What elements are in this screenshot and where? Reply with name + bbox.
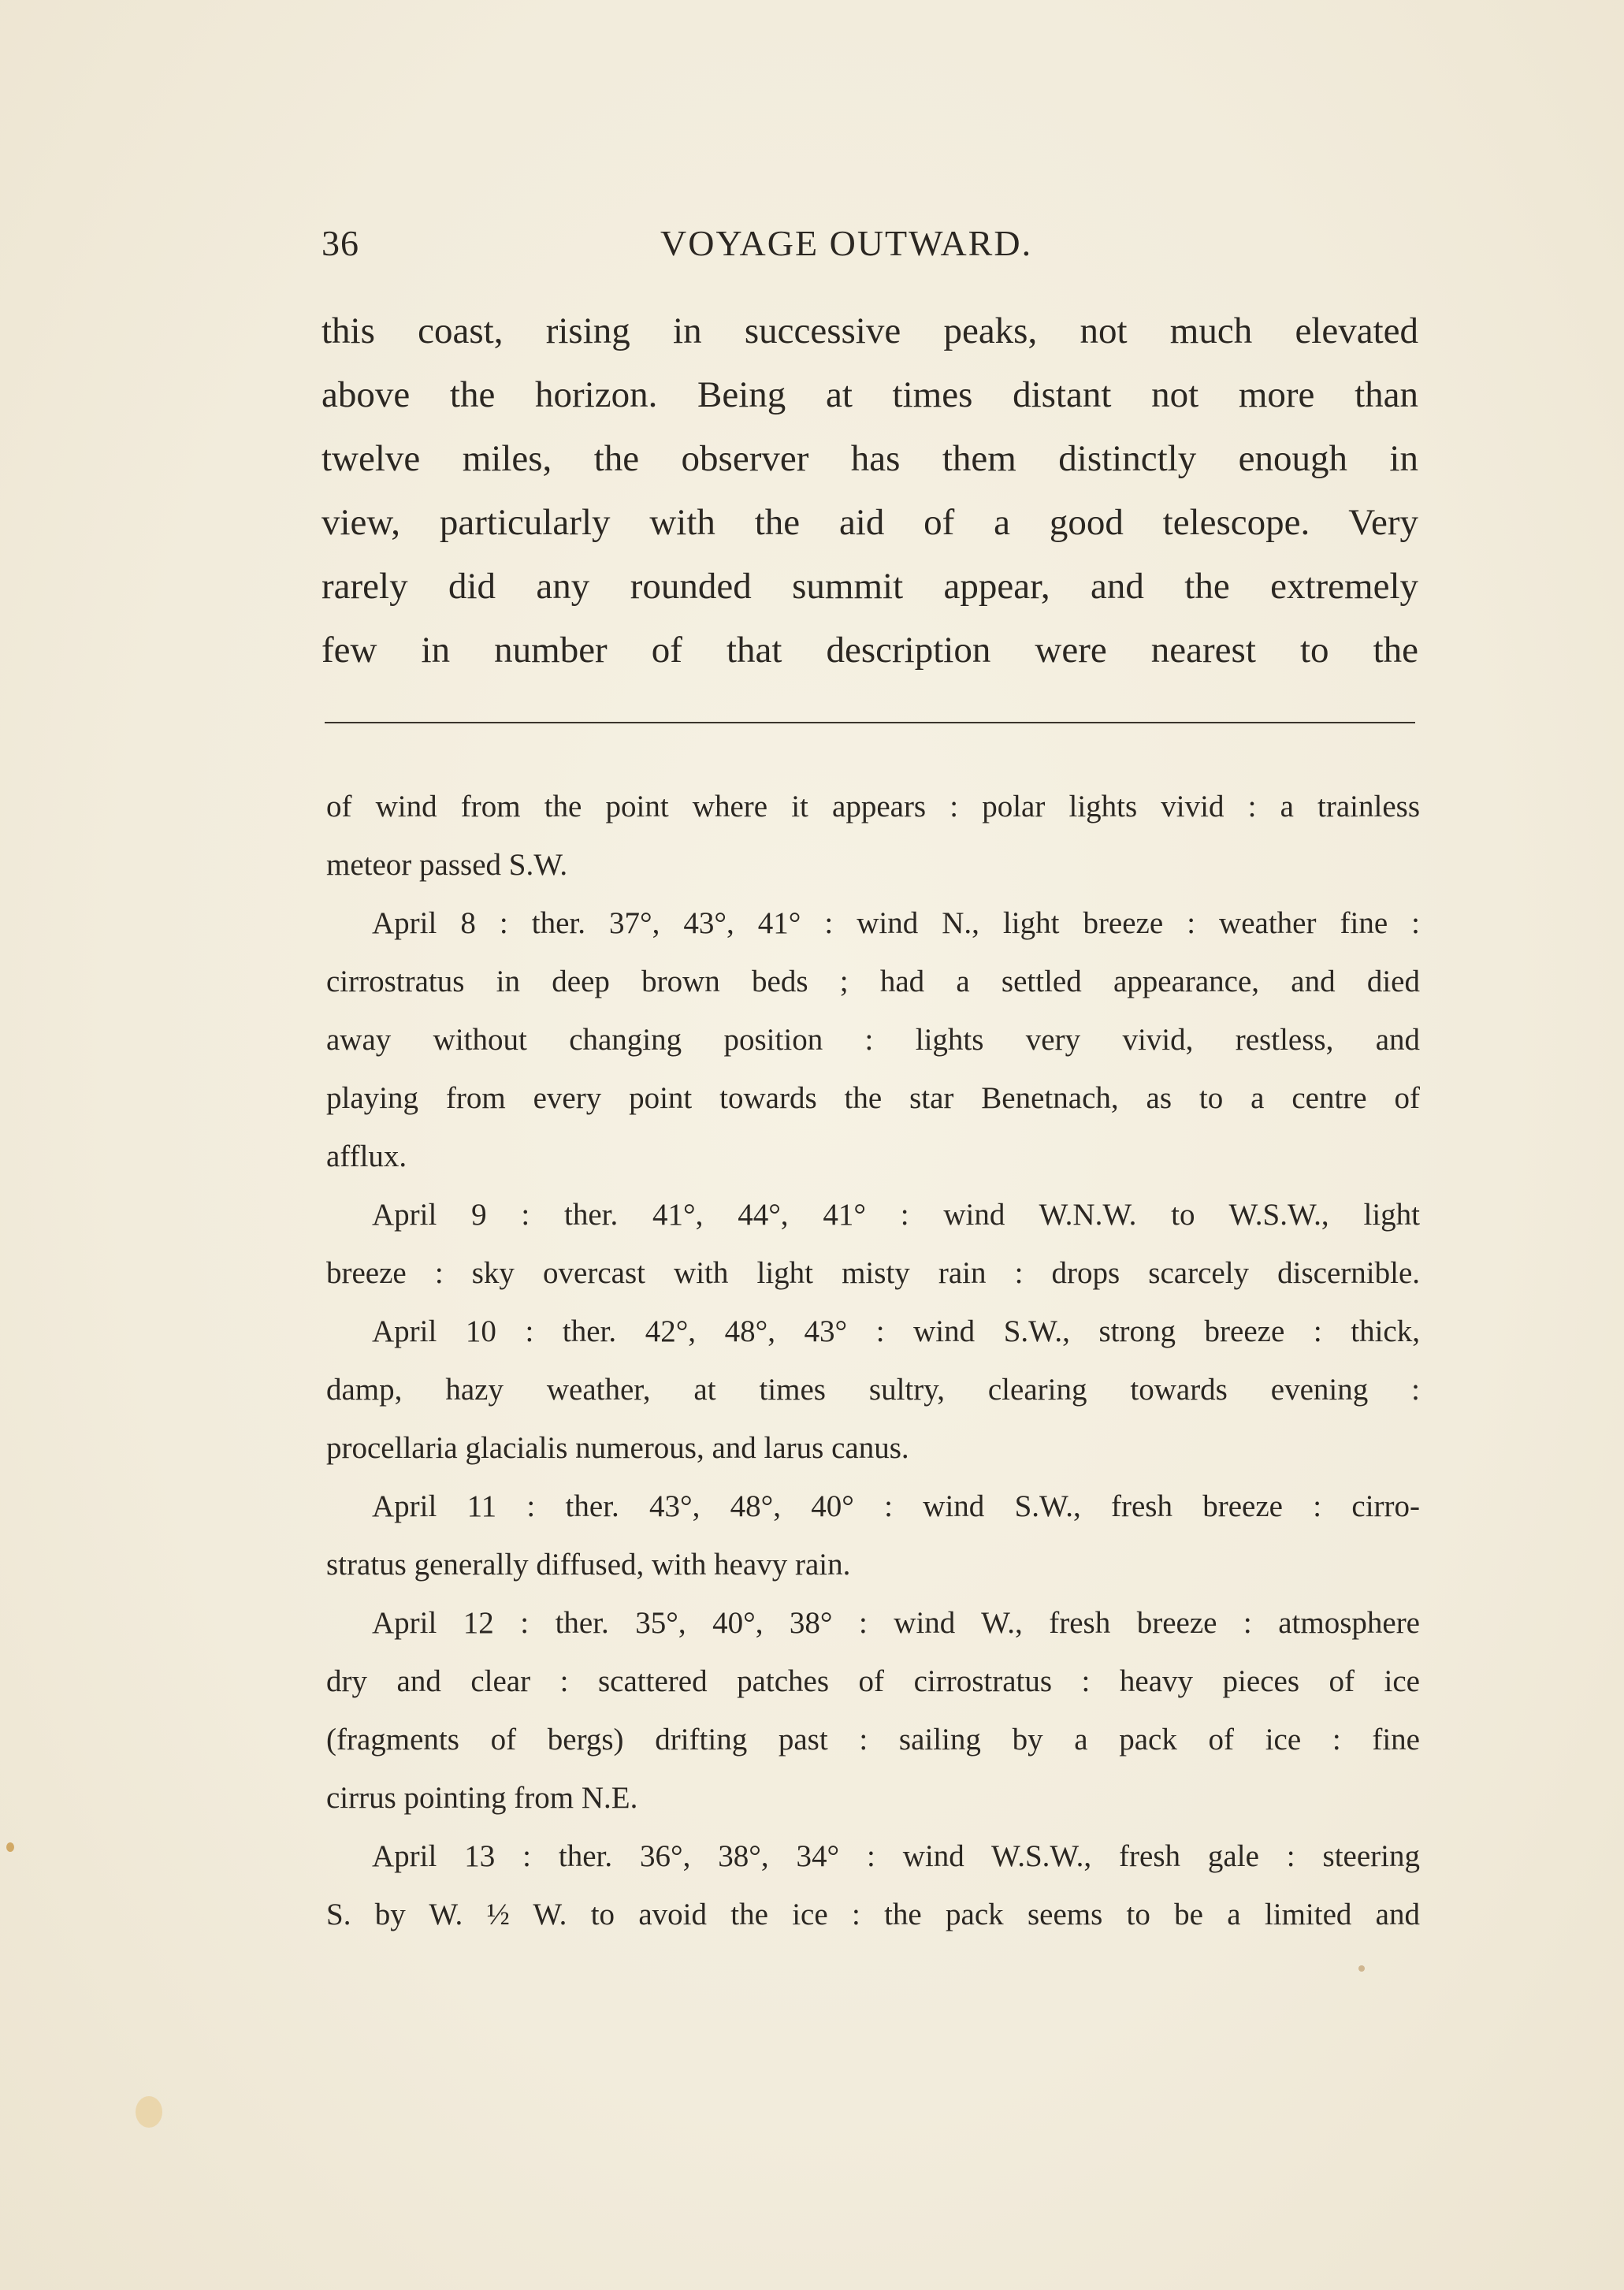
footnote-line: April 13 : ther. 36°, 38°, 34° : wind W.S.W., fresh gale : steering — [372, 1839, 1420, 1873]
text-line: few in number of that description were nearest to the — [321, 630, 1418, 671]
text-line: above the horizon. Being at times distant not more than — [321, 374, 1418, 415]
footnote-line: breeze : sky overcast with light misty rain : drops scarcely discernible. — [326, 1256, 1420, 1290]
footnote-line: April 9 : ther. 41°, 44°, 41° : wind W.N.W. to W.S.W., light — [372, 1198, 1420, 1232]
footnote-line: S. by W. ½ W. to avoid the ice : the pack seems to be a limited and — [326, 1898, 1420, 1931]
footnote-line: away without changing position : lights very vivid, restless, and — [326, 1023, 1420, 1057]
main-text — [321, 299, 1418, 682]
footnote-line: April 12 : ther. 35°, 40°, 38° : wind W., fresh breeze : atmosphere — [372, 1606, 1420, 1640]
text-line: rarely did any rounded summit appear, and the extremely — [321, 566, 1418, 607]
page-number: 36 — [321, 223, 359, 263]
running-title: VOYAGE OUTWARD. — [660, 223, 1033, 263]
footnote-line: of wind from the point where it appears : polar lights vivid : a trainless — [326, 790, 1420, 823]
footnote-line: April 11 : ther. 43°, 48°, 40° : wind S.W., fresh breeze : cirro- — [372, 1489, 1420, 1523]
footnote-line: damp, hazy weather, at times sultry, clearing towards evening : — [326, 1373, 1420, 1407]
footnote — [326, 778, 1420, 1944]
footnote-line: afflux. — [326, 1139, 407, 1173]
footnote-rule — [325, 722, 1415, 723]
footnote-line: procellaria glacialis numerous, and larus canus. — [326, 1431, 909, 1465]
footnote-line: dry and clear : scattered patches of cirrostratus : heavy pieces of ice — [326, 1664, 1420, 1698]
footnote-line: meteor passed S.W. — [326, 848, 568, 882]
footnote-line: April 10 : ther. 42°, 48°, 43° : wind S.W., strong breeze : thick, — [372, 1314, 1420, 1348]
foxing-spot — [1358, 1965, 1365, 1972]
footnote-line: cirrus pointing from N.E. — [326, 1781, 638, 1815]
footnote-line: (fragments of bergs) drifting past : sailing by a pack of ice : fine — [326, 1723, 1420, 1757]
footnote-line: April 8 : ther. 37°, 43°, 41° : wind N., light breeze : weather fine : — [372, 906, 1420, 940]
foxing-spot — [6, 1842, 14, 1852]
footnote-line: stratus generally diffused, with heavy rain. — [326, 1548, 851, 1582]
foxing-spot — [136, 2096, 162, 2128]
text-line: view, particularly with the aid of a good telescope. Very — [321, 502, 1418, 543]
running-head — [321, 222, 1418, 270]
footnote-line: cirrostratus in deep brown beds ; had a settled appearance, and died — [326, 965, 1420, 998]
footnote-line: playing from every point towards the star Benetnach, as to a centre of — [326, 1081, 1420, 1115]
text-line: this coast, rising in successive peaks, not much elevated — [321, 310, 1418, 351]
text-line: twelve miles, the observer has them distinctly enough in — [321, 438, 1418, 479]
